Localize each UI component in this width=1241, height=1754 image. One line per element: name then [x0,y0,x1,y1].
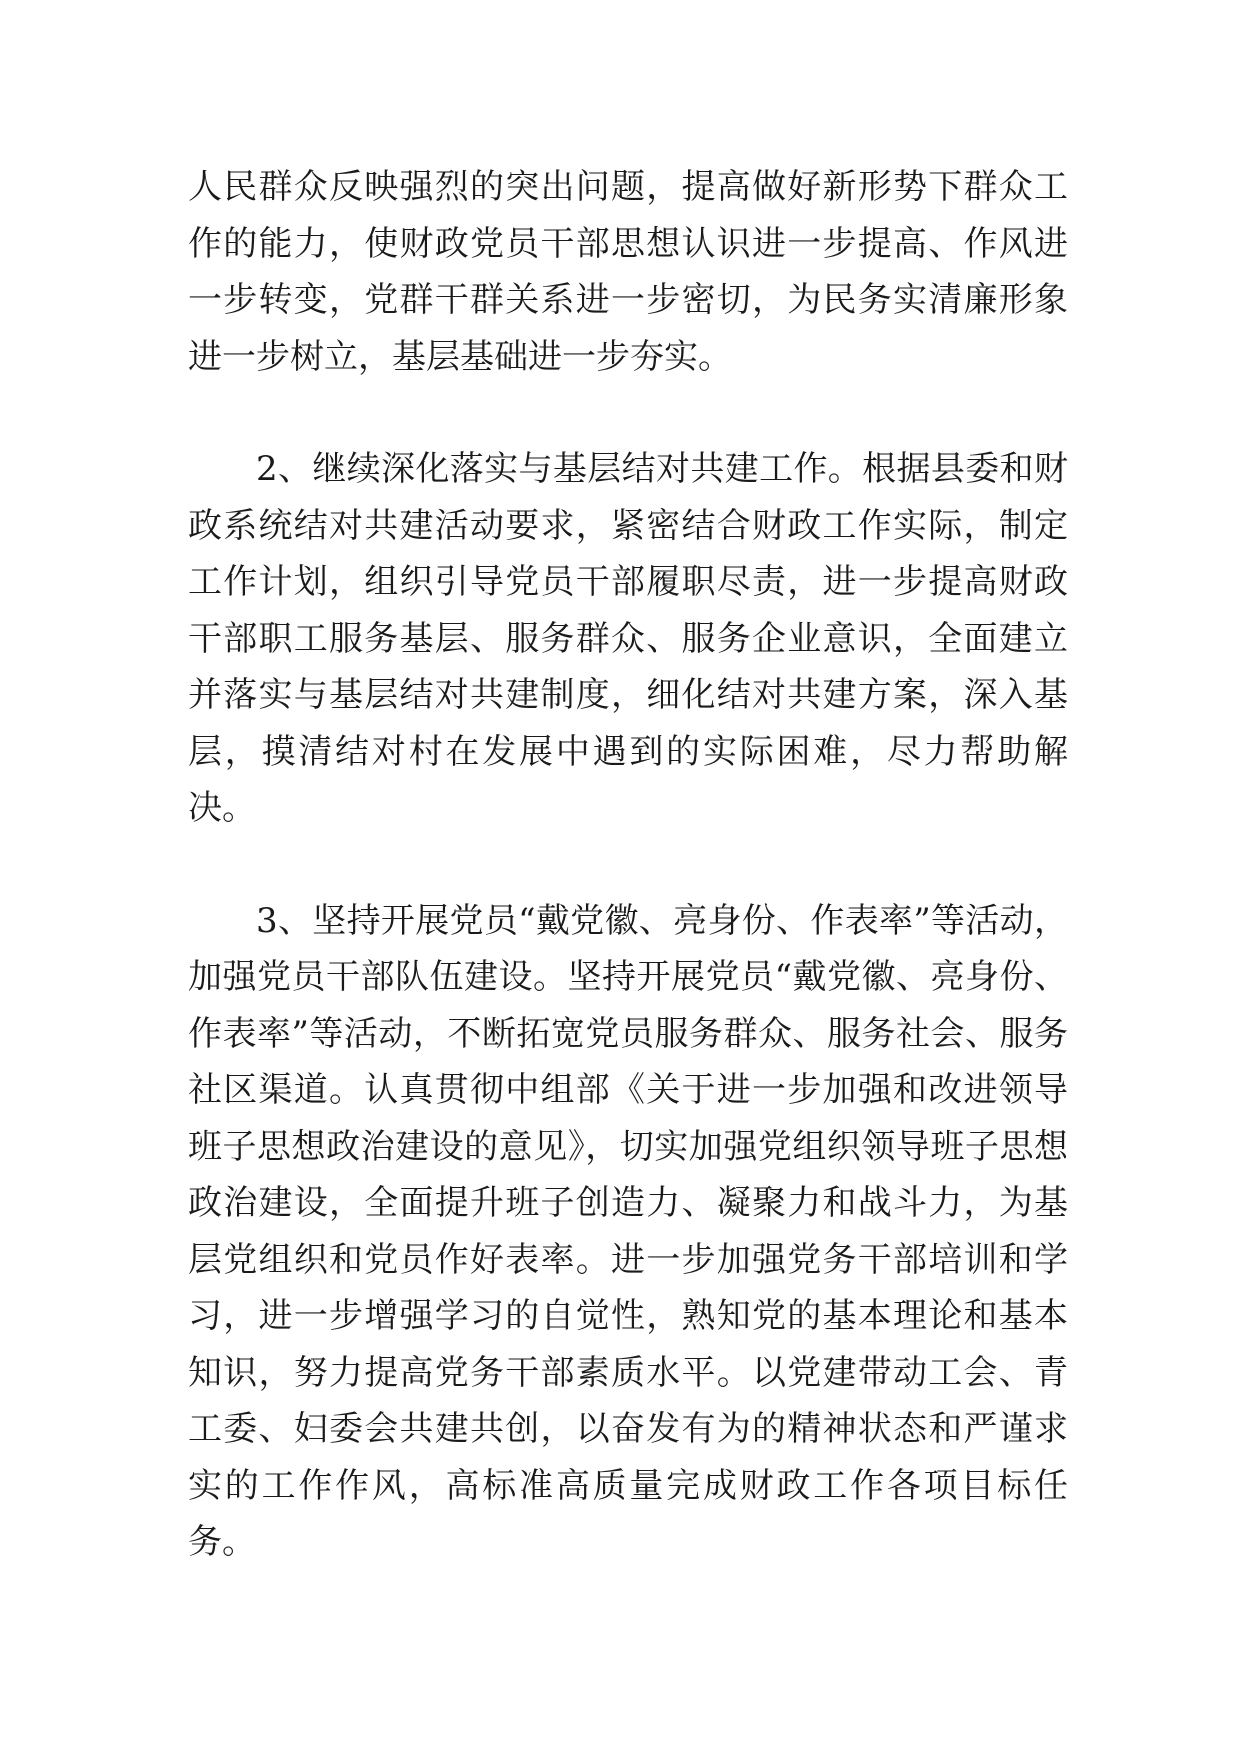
paragraph-item-3: 3、坚持开展党员“戴党徽、亮身份、作表率”等活动，加强党员干部队伍建设。坚持开展党员“戴党徽、亮身份、作表率”等活动，不断拓宽党员服务群众、服务社会、服务社区渠道。认真贯彻中组部《关于进一步加强和改进领导班子思想政治建设的意见》，切实加强党组织领导班子思想政治建设，全面提升班子创造力、凝聚力和战斗力，为基层党组织和党员作好表率。进一步加强党务干部培训和学习，进一步增强学习的自觉性，熟知党的基本理论和基本知识，努力提高党务干部素质水平。以党建带动工会、青工委、妇委会共建共创，以奋发有为的精神状态和严谨求实的工作作风，高标准高质量完成财政工作各项目标任务。 [188,900,1068,1562]
paragraph-item-2: 2、继续深化落实与基层结对共建工作。根据县委和财政系统结对共建活动要求，紧密结合财政工作实际，制定工作计划，组织引导党员干部履职尽责，进一步提高财政干部职工服务基层、服务群众、服务企业意识，全面建立并落实与基层结对共建制度，细化结对共建方案，深入基层，摸清结对村在发展中遇到的实际困难，尽力帮助解决。 [188,449,1068,828]
paragraph-continued: 人民群众反映强烈的突出问题，提高做好新形势下群众工作的能力，使财政党员干部思想认识进一步提高、作风进一步转变，党群干群关系进一步密切，为民务实清廉形象进一步树立，基层基础进一步夯实。 [188,167,1068,377]
document-body [188,159,1068,1571]
